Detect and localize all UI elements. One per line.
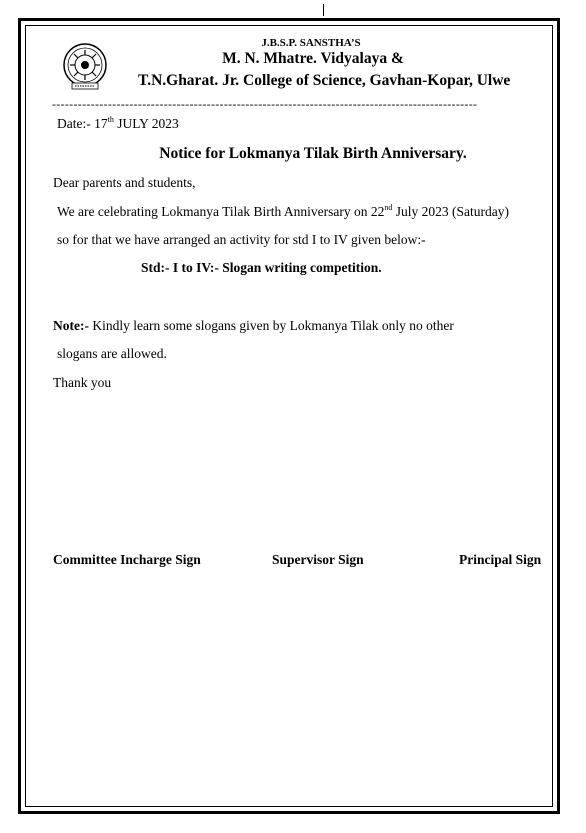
header-separator: --------------------------------------------------------------------------------------------------- bbox=[52, 97, 478, 111]
college-name: T.N.Gharat. Jr. College of Science, Gavhan-Kopar, Ulwe bbox=[138, 72, 511, 89]
sanstha-name: J.B.S.P. SANSTHA’S bbox=[261, 37, 361, 49]
note-label: Note:- bbox=[53, 318, 89, 333]
body-line-1: We are celebrating Lokmanya Tilak Birth Anniversary on 22nd July 2023 (Saturday) bbox=[57, 203, 509, 219]
text-cursor bbox=[323, 4, 324, 16]
supervisor-signature: Supervisor Sign bbox=[272, 552, 364, 567]
notice-title: Notice for Lokmanya Tilak Birth Anniversary. bbox=[159, 145, 467, 162]
notice-date: Date:- 17th JULY 2023 bbox=[57, 115, 179, 131]
activity-line: Std:- I to IV:- Slogan writing competition. bbox=[141, 260, 382, 275]
committee-signature: Committee Incharge Sign bbox=[53, 552, 201, 567]
body-line-2: so for that we have arranged an activity for std I to IV given below:- bbox=[57, 232, 426, 247]
school-name: M. N. Mhatre. Vidyalaya & bbox=[222, 50, 404, 67]
note-line-2: slogans are allowed. bbox=[57, 346, 167, 361]
note-line-1: Note:- Kindly learn some slogans given by Lokmanya Tilak only no other bbox=[53, 318, 454, 333]
closing: Thank you bbox=[53, 375, 112, 390]
salutation: Dear parents and students, bbox=[53, 175, 196, 190]
principal-signature: Principal Sign bbox=[459, 552, 542, 567]
page-border-inner bbox=[25, 25, 553, 807]
